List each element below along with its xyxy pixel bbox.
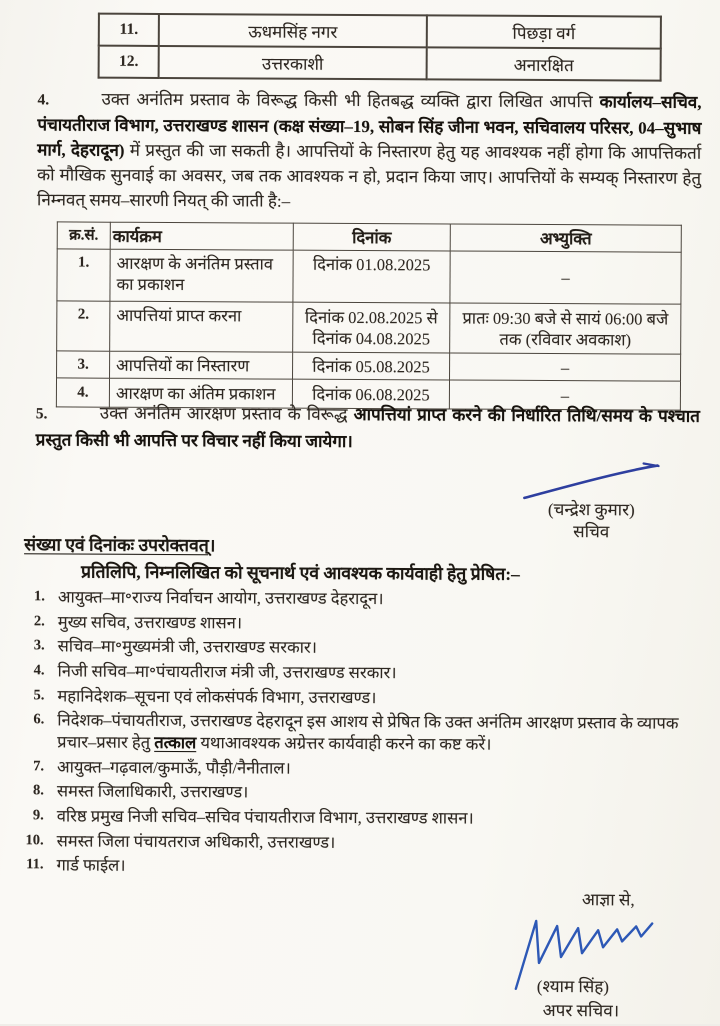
signature-stroke-icon xyxy=(516,459,666,502)
date-cell: दिनांक 01.08.2025 xyxy=(293,250,450,303)
item-number: 2. xyxy=(33,612,45,630)
item-number: 7. xyxy=(33,757,45,774)
item-number: 6. xyxy=(33,711,45,728)
table-row xyxy=(57,301,681,354)
category-cell: अनारक्षित xyxy=(427,47,661,80)
item-text-part: निदेशक–पंचायतीराज, उत्तराखण्ड देहरादून इस आशय से प्रेषित कि उक्त अनंतिम आरक्षण प्रस्ताव के व्यापक प्रचार–प्रसार हेतु xyxy=(57,710,679,752)
list-item xyxy=(11,611,703,636)
list-item xyxy=(10,780,702,805)
list-item xyxy=(10,756,702,781)
remarks-cell: – xyxy=(450,353,681,381)
item-text: आयुक्त–गढ़वाल/कुमाऊँ, पौड़ी/नैनीताल। xyxy=(56,757,291,778)
list-item xyxy=(9,855,701,880)
remarks-cell: प्रातः 09:30 बजे से सायं 06:00 बजे तक (रविवार अवकाश) xyxy=(450,303,681,354)
item-text-emphasis: तत्काल xyxy=(154,732,197,753)
item-text: समस्त जिलाधिकारी, उत्तराखण्ड। xyxy=(56,781,249,802)
remarks-cell: – xyxy=(449,380,680,410)
item-text: वरिष्ठ प्रमुख निजी सचिव–सचिव पंचायतीराज विभाग, उत्तराखण्ड शासन। xyxy=(56,806,474,828)
list-item xyxy=(11,636,703,661)
reference-line xyxy=(24,532,215,557)
item-text: निजी सचिव–मा॰पंचायतीराज मंत्री जी, उत्तराखण्ड सरकार। xyxy=(57,661,397,683)
district-reservation-table xyxy=(98,13,662,82)
program-cell: आरक्षण का अंतिम प्रकाशन xyxy=(109,378,292,408)
serial-cell: 3. xyxy=(57,351,110,378)
item-text: आयुक्त–मा॰राज्य निर्वाचन आयोग, उत्तराखण्ड देहरादून। xyxy=(57,587,384,609)
date-cell: दिनांक 05.08.2025 xyxy=(293,352,450,380)
serial-cell: 2. xyxy=(57,301,110,351)
category-cell: पिछड़ा वर्ग xyxy=(427,15,661,48)
paragraph-text-bold: कार्यालय–सचिव, पंचायतीराज विभाग, उत्तराखण्ड शासन (कक्ष संख्या–19, सोबन सिंह जीना भवन, सचिवालय परिसर, 04–सुभाष मार्ग, देहरादून) xyxy=(37,92,702,160)
remarks-cell: – xyxy=(450,251,681,304)
date-cell: दिनांक 02.08.2025 से दिनांक 04.08.2025 xyxy=(293,302,450,353)
paragraph-text: में प्रस्तुत की जा सकती है। आपत्तियों के निस्तारण हेतु यह आवश्यक नहीं होगा कि आपत्तिकर्ता को मौखिक सुनवाई का अवसर, जब तक आवश्यक न हो, प्रदान किया जाए। आपत्तियों के सम्यक् निस्तारण हेतु निम्नवत् समय–सारणी नियत् की जाती है:– xyxy=(36,140,702,211)
header-serial: क्र.सं. xyxy=(57,222,110,249)
serial-cell: 11. xyxy=(99,14,159,46)
paragraph-text-bold: आपत्तियां प्राप्त करने की निर्धारित तिथि/समय के पश्चात प्रस्तुत किसी भी आपत्ति पर विचार नहीं किया जायेगा। xyxy=(35,404,700,451)
item-text xyxy=(57,710,702,756)
item-number: 5. xyxy=(33,687,45,704)
objection-schedule-table xyxy=(56,221,682,410)
item-text: महानिदेशक–सूचना एवं लोकसंपर्क विभाग, उत्तराखण्ड। xyxy=(57,686,377,707)
date-cell: दिनांक 06.08.2025 xyxy=(292,379,449,409)
serial-cell: 1. xyxy=(57,249,110,301)
program-cell: आपत्तियां प्राप्त करना xyxy=(110,301,293,352)
table-row xyxy=(57,249,681,304)
header-date: दिनांक xyxy=(293,223,450,251)
distribution-list xyxy=(9,586,703,883)
program-cell: आरक्षण के अनंतिम प्रस्ताव का प्रकाशन xyxy=(110,249,293,302)
program-cell: आपत्तियों का निस्तारण xyxy=(110,351,293,379)
reference-danda: । xyxy=(208,535,216,556)
paragraph-4 xyxy=(37,86,702,215)
item-text: मुख्य सचिव, उत्तराखण्ड शासन। xyxy=(57,612,243,633)
item-text: गार्ड फाईल। xyxy=(56,855,126,876)
header-program: कार्यक्रम xyxy=(110,222,293,250)
table-row xyxy=(99,46,661,81)
item-number: 9. xyxy=(32,807,44,824)
item-number: 4. xyxy=(33,662,45,679)
signatory-title: अपर सचिव। xyxy=(542,1000,620,1021)
list-item xyxy=(10,660,702,685)
signatory-name: (चन्द्रेश कुमार) xyxy=(547,499,635,520)
serial-cell: 4. xyxy=(56,378,109,407)
list-item xyxy=(11,586,703,611)
list-item xyxy=(10,685,702,710)
secretary-signature-block xyxy=(503,459,679,544)
item-number: 1. xyxy=(33,588,45,605)
district-cell: उत्तरकाशी xyxy=(159,46,427,79)
paragraph-text: उक्त अनंतिम आरक्षण प्रस्ताव के विरूद्ध xyxy=(99,403,354,424)
district-cell: ऊधमसिंह नगर xyxy=(159,14,427,47)
list-item xyxy=(10,805,702,830)
signatory-title: सचिव xyxy=(573,522,610,542)
item-text: समस्त जिला पंचायतराज अधिकारी, उत्तराखण्ड। xyxy=(56,831,336,852)
additional-secretary-signature-block xyxy=(503,889,680,1024)
item-text: सचिव–मा॰मुख्यमंत्री जी, उत्तराखण्ड सरकार। xyxy=(57,636,318,658)
list-item xyxy=(10,830,702,855)
item-number: 11. xyxy=(26,856,44,873)
table-header-row xyxy=(57,222,681,252)
copy-heading: प्रतिलिपि, निम्नलिखित को सूचनार्थ एवं आवश्यक कार्यवाही हेतु प्रेषित:– xyxy=(80,561,520,584)
item-number: 8. xyxy=(32,782,44,799)
paragraph-number: 5. xyxy=(35,405,48,423)
paragraph-text: उक्त अनंतिम प्रस्ताव के विरूद्ध किसी भी हितबद्ध व्यक्ति द्वारा लिखित आपत्ति xyxy=(101,89,600,112)
item-number: 3. xyxy=(33,637,45,654)
paragraph-number: 4. xyxy=(37,91,50,109)
reference-text: संख्या एवं दिनांकः उपरोक्तवत् xyxy=(24,534,209,556)
signatory-name: (श्याम सिंह) xyxy=(536,976,610,997)
item-text-part: यथाआवश्यक अग्रेत्तर कार्यवाही करने का कष्ट करें। xyxy=(196,733,492,754)
paragraph-5 xyxy=(36,400,700,456)
item-number: 10. xyxy=(25,831,44,849)
table-row xyxy=(57,351,681,381)
list-item xyxy=(10,710,702,757)
table-row xyxy=(99,14,661,49)
serial-cell: 12. xyxy=(99,46,159,78)
header-remarks: अभ्युक्ति xyxy=(450,224,681,252)
by-order-text: आज्ञा से, xyxy=(581,890,635,910)
